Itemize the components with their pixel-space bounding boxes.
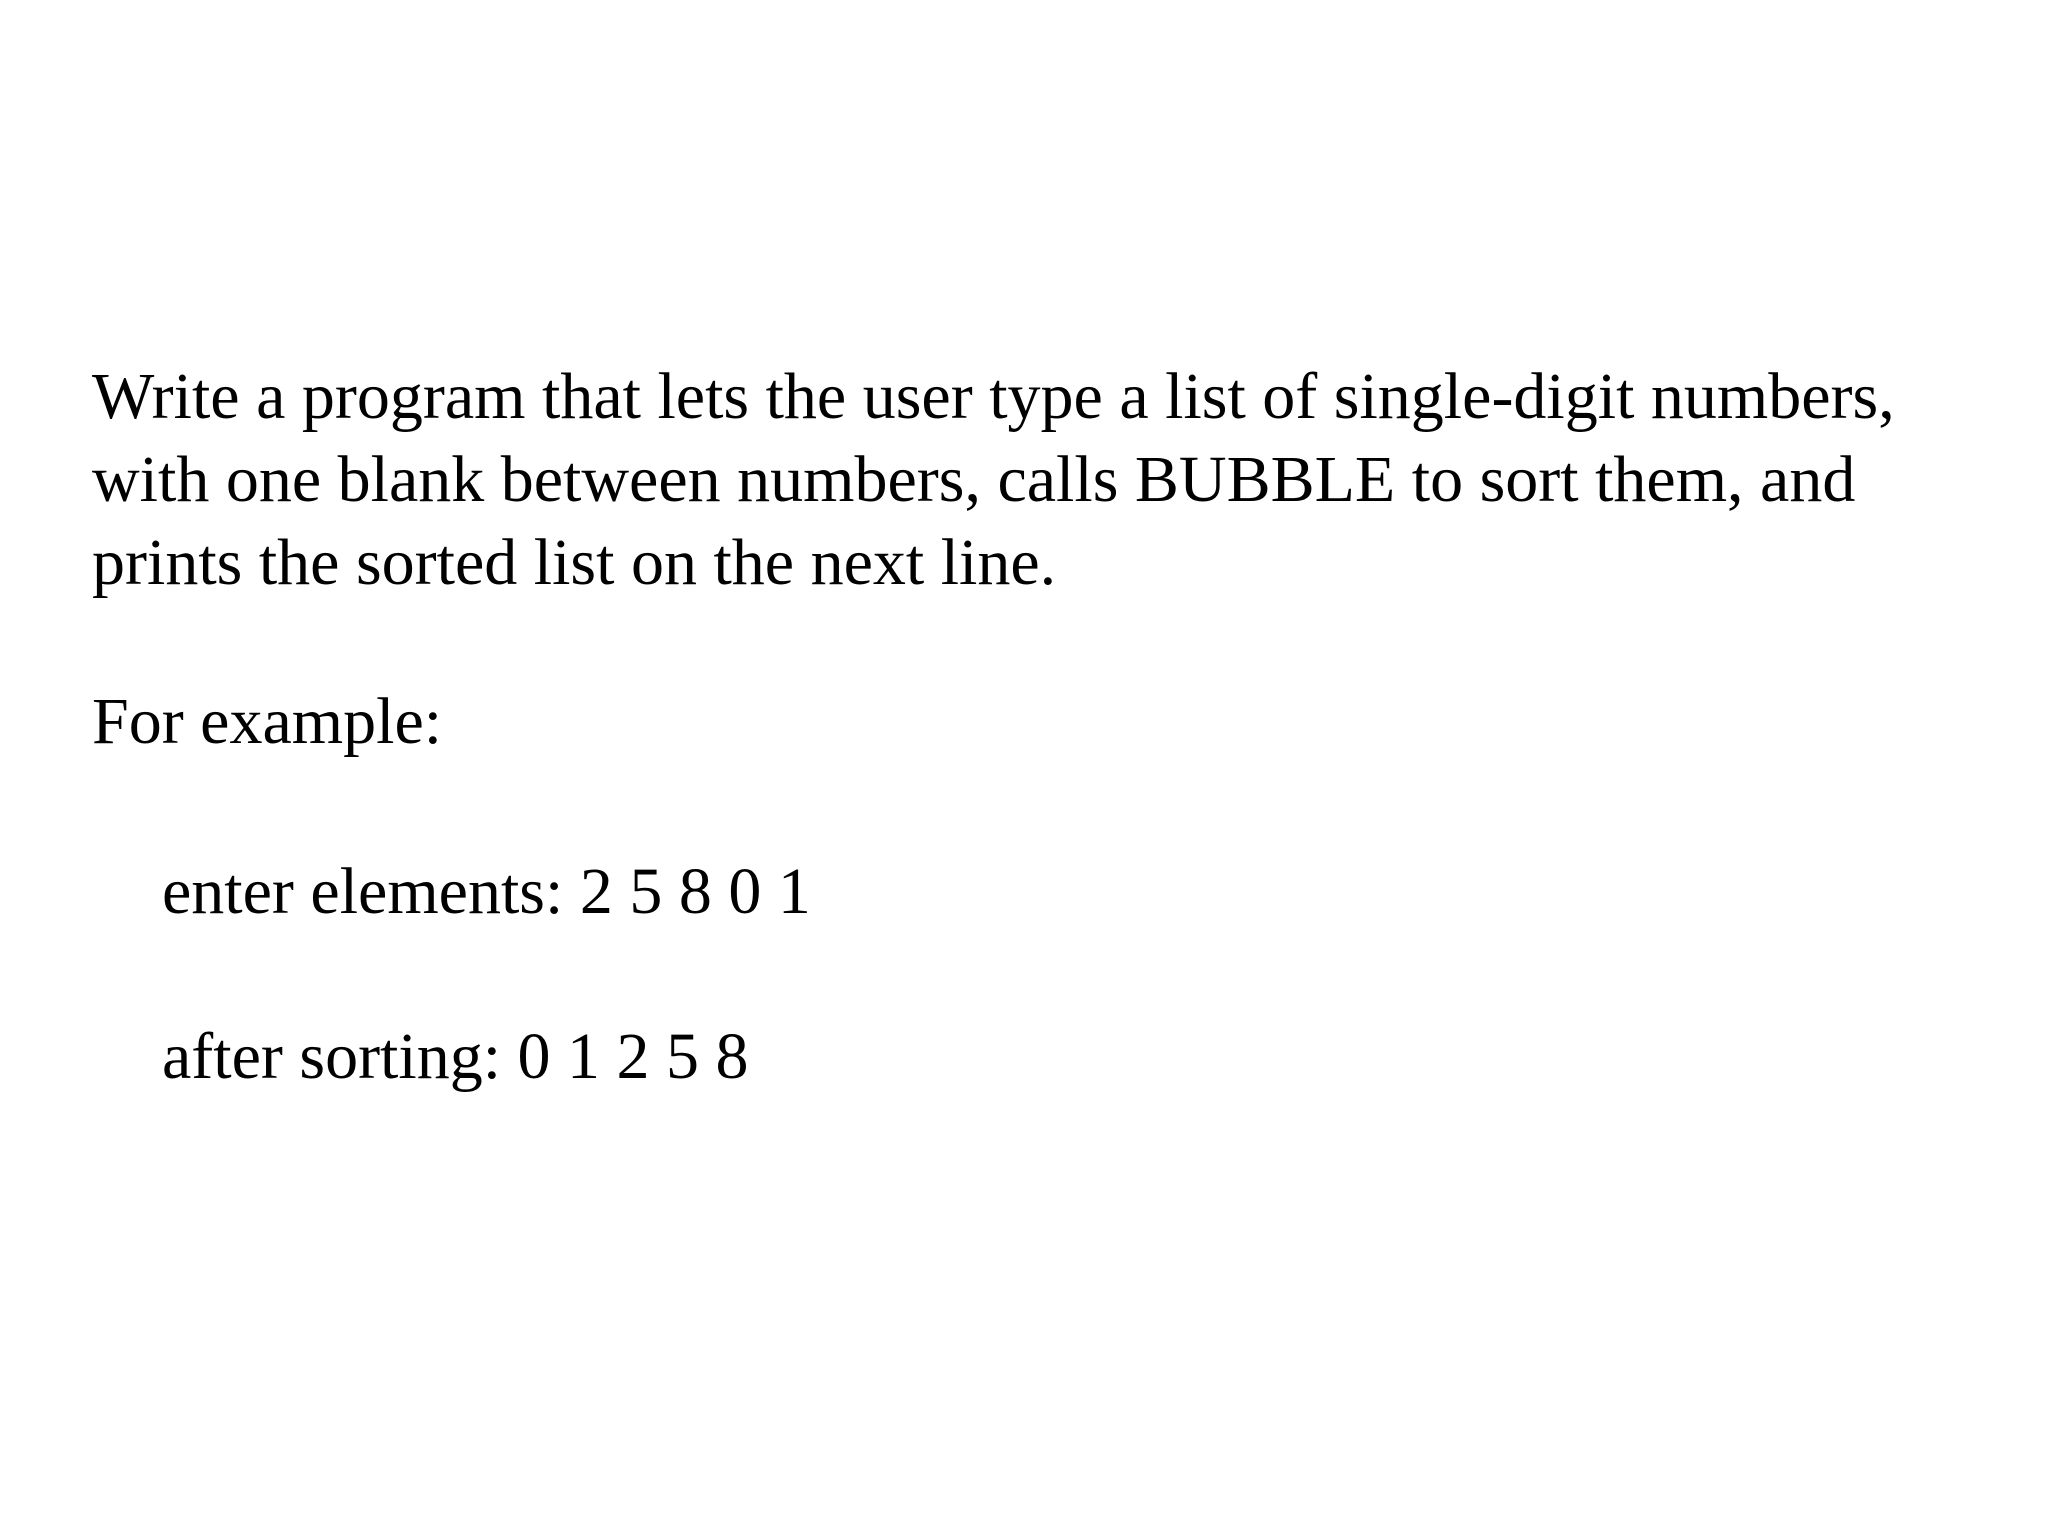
problem-line-1: Write a program that lets the user type a list of single-digit numbers,	[92, 360, 1895, 433]
problem-line-2: with one blank between numbers, calls BUBBLE to sort them, and	[92, 443, 1856, 516]
example-output-line: after sorting: 0 1 2 5 8	[162, 1020, 749, 1093]
problem-statement	[92, 355, 1992, 604]
example-input-line: enter elements: 2 5 8 0 1	[162, 855, 811, 928]
example-heading: For example:	[92, 685, 443, 758]
problem-line-3: prints the sorted list on the next line.	[92, 526, 1057, 599]
